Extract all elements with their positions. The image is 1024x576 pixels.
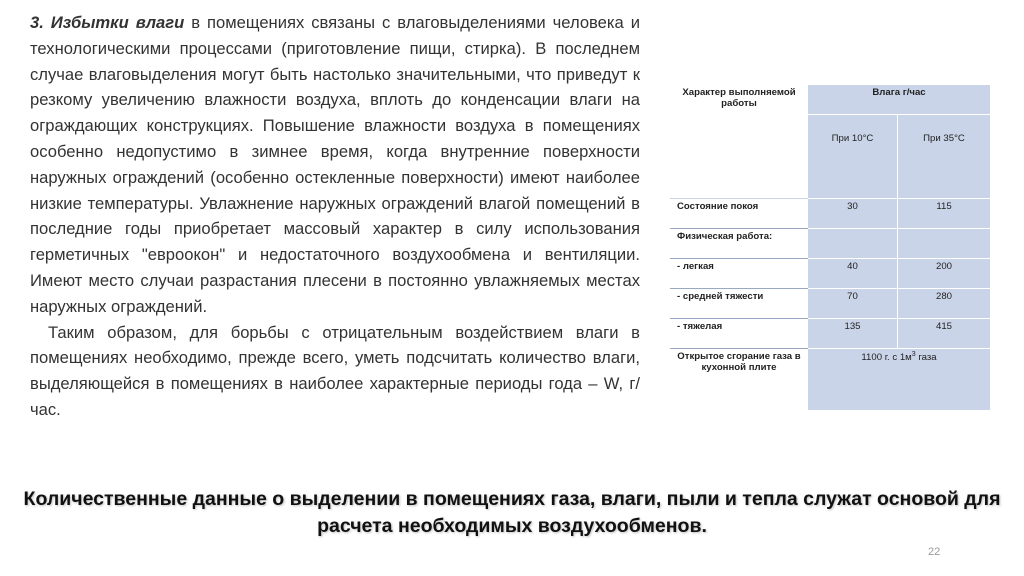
table-row — [671, 319, 991, 349]
row-value-35 — [898, 229, 991, 259]
header-10c: При 10°С — [808, 115, 898, 199]
header-work-type: Характер выполняемой работы — [671, 85, 808, 199]
paragraph-1-text: в помещениях связаны с влаговыделениями человека и технологическими процессами (приготовление пищи, стирка). В последнем случае влаговыделения могут быть настолько значительными, что приведут к резкому увеличению влажности воздуха, вплоть до конденсации влаги на ограждающих конструкциях. Повышение влажности воздуха в помещениях особенно недопустимо в зимнее время, когда внутренние поверхности наружных ограждений (особенно остекленные поверхности) имеют наиболее низкие температуры. Увлажнение наружных ограждений влагой помещений в последние годы приобретает массовый характер в силу использования герметичных "евроокон" и недостаточного воздухообмена и вентиляции. Имеют место случаи разрастания плесени в постоянно увлажняемых местах наружных ограждений. — [30, 13, 640, 316]
paragraph-2: Таким образом, для борьбы с отрицательным воздействием влаги в помещениях необходимо, прежде всего, уметь подсчитать количество влаги, выделяющейся в помещениях в наиболее характерные периоды года – W, г/час. — [30, 322, 640, 419]
slide-caption: Количественные данные о выделении в помещениях газа, влаги, пыли и тепла служат основой для расчета необходимых воздухообменов. — [23, 488, 1001, 537]
header-moisture: Влага г/час — [808, 85, 991, 115]
row-label: - тяжелая — [671, 319, 808, 349]
section-heading: 3. Избытки влаги — [30, 13, 185, 32]
table-row — [671, 229, 991, 259]
body-text — [30, 10, 640, 423]
table-row — [671, 259, 991, 289]
row-label: - средней тяжести — [671, 289, 808, 319]
moisture-table — [670, 84, 990, 411]
table-row — [671, 289, 991, 319]
table-row — [671, 349, 991, 411]
gas-row-value: 1100 г. с $1м^3$ газа — [808, 349, 991, 411]
row-label: Физическая работа: — [671, 229, 808, 259]
row-label: - легкая — [671, 259, 808, 289]
row-label: Состояние покоя — [671, 199, 808, 229]
row-value-10: 135 — [808, 319, 898, 349]
row-value-35: 200 — [898, 259, 991, 289]
gas-row-label: Открытое сгорание газа в кухонной плите — [671, 349, 808, 411]
table-row — [671, 199, 991, 229]
paragraph-1 — [30, 10, 640, 320]
row-value-10: 30 — [808, 199, 898, 229]
row-value-10 — [808, 229, 898, 259]
row-value-10: 70 — [808, 289, 898, 319]
header-35c: При 35°С — [898, 115, 991, 199]
row-value-35: 115 — [898, 199, 991, 229]
row-value-35: 415 — [898, 319, 991, 349]
row-value-10: 40 — [808, 259, 898, 289]
page-number: 22 — [928, 546, 941, 558]
row-value-35: 280 — [898, 289, 991, 319]
